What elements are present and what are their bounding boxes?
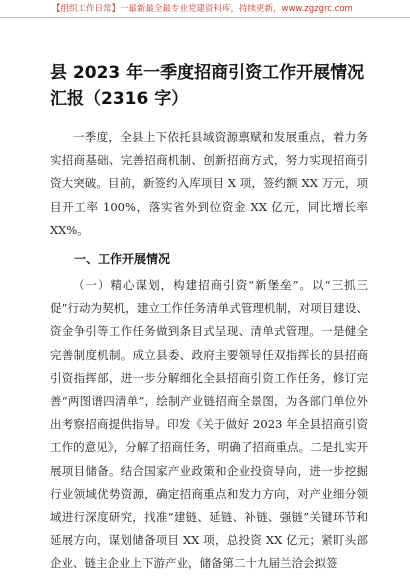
document-body [50,126,368,576]
header-banner: 【组织工作日常】一最新最全最专业党建资料库，持续更新，www.zgzgrc.com [0,0,410,18]
section-paragraph: （一）精心谋划，构建招商引资“新堡垒”。以“三抓三促”行动为契机，建立工作任务清单式管理机制，对项目建设、资金争引等工作任务做到条目式呈现、清单式管理。一是健全完善制度机制。成立县委、政府主要领导任双指挥长的县招商引资指挥部，进一步分解细化全县招商引资工作任务，修订完善“两图谱四清单”，绘制产业链招商全景图，为各部门单位外出考察招商提供指导。印发《关于做好 2023 年全县招商引资工作的意见》，分解了招商任务，明确了招商重点。二是扎实开展项目储备。结合国家产业政策和企业投资导向，进一步挖掘行业领域优势资源，确定招商重点和发力方向，对产业细分领域进行深度研究，找准“建链、延链、补链、强链”关键环节和延展方向，谋划储备项目 XX 项，总投资 XX 亿元；紧盯头部企业、链主企业上下游产业，储备第二十九届兰洽会拟签 [50,278,368,571]
intro-paragraph: 一季度，全县上下依托县域资源禀赋和发展重点，着力务实招商基础、完善招商机制、创新招商方式，努力实现招商引资大突破。目前，新签约入库项目 X 项，签约额 XX 万元，项目开工率 100%，落实省外到位资金 XX 亿元，同比增长率 XX%。 [50,130,368,237]
document-title: 县 2023 年一季度招商引资工作开展情况汇报（2316 字） [50,63,365,109]
section-heading: 一、工作开展情况 [74,252,171,267]
